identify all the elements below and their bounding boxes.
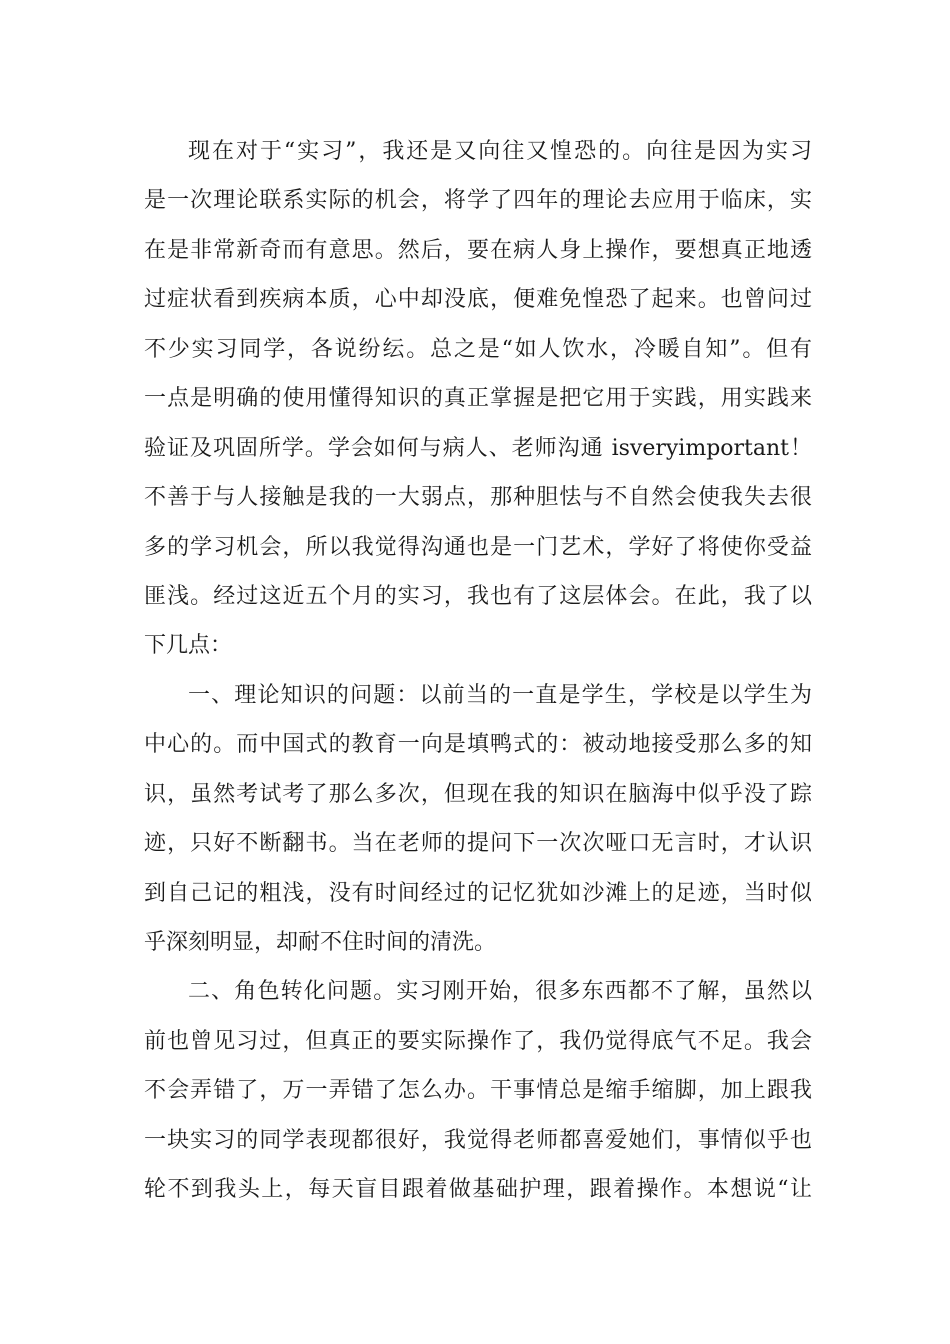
document-body: [144, 127, 812, 1215]
text-line: 轮不到我头上，每天盲目跟着做基础护理，跟着操作。本想说“让: [144, 1177, 812, 1203]
text-line: 前也曾见习过，但真正的要实际操作了，我仍觉得底气不足。我会: [144, 1028, 812, 1054]
text-line: 不少实习同学，各说纷纭。总之是“如人饮水，冷暖自知”。但有: [144, 336, 812, 362]
text-line: 在是非常新奇而有意思。然后，要在病人身上操作，要想真正地透: [144, 237, 812, 263]
text-line: 乎深刻明显，却耐不住时间的清洗。: [144, 930, 497, 955]
text-line: 匪浅。经过这近五个月的实习，我也有了这层体会。在此，我了以: [144, 583, 812, 609]
text-line: 到自己记的粗浅，没有时间经过的记忆犹如沙滩上的足迹，当时似: [144, 880, 812, 906]
text-line: 一、理论知识的问题：以前当的一直是学生，学校是以学生为: [188, 682, 812, 708]
text-line: 识，虽然考试考了那么多次，但现在我的知识在脑海中似乎没了踪: [144, 781, 812, 807]
text-line: 二、角色转化问题。实习刚开始，很多东西都不了解，虽然以: [188, 979, 812, 1005]
paragraph-3: [144, 967, 812, 1214]
text-line: 验证及巩固所学。学会如何与病人、老师沟通 isveryimportant！: [144, 435, 812, 461]
text-line: 过症状看到疾病本质，心中却没底，便难免惶恐了起来。也曾问过: [144, 287, 812, 313]
text-line: 多的学习机会，所以我觉得沟通也是一门艺术，学好了将使你受益: [144, 534, 812, 560]
text-line: 一点是明确的使用懂得知识的真正掌握是把它用于实践，用实践来: [144, 386, 812, 412]
text-line: 不善于与人接触是我的一大弱点，那种胆怯与不自然会使我失去很: [144, 485, 812, 511]
text-line: 是一次理论联系实际的机会，将学了四年的理论去应用于临床，实: [144, 188, 812, 214]
text-line: 不会弄错了，万一弄错了怎么办。干事情总是缩手缩脚，加上跟我: [144, 1078, 812, 1104]
paragraph-2: [144, 671, 812, 968]
text-line: 现在对于“实习”，我还是又向往又惶恐的。向往是因为实习: [188, 139, 812, 164]
text-line: 迹，只好不断翻书。当在老师的提问下一次次哑口无言时，才认识: [144, 831, 812, 857]
text-line: 一块实习的同学表现都很好，我觉得老师都喜爱她们，事情似乎也: [144, 1127, 812, 1153]
text-line: 下几点：: [144, 633, 233, 659]
paragraph-1: [144, 127, 812, 671]
text-line: 中心的。而中国式的教育一向是填鸭式的：被动地接受那么多的知: [144, 732, 812, 758]
